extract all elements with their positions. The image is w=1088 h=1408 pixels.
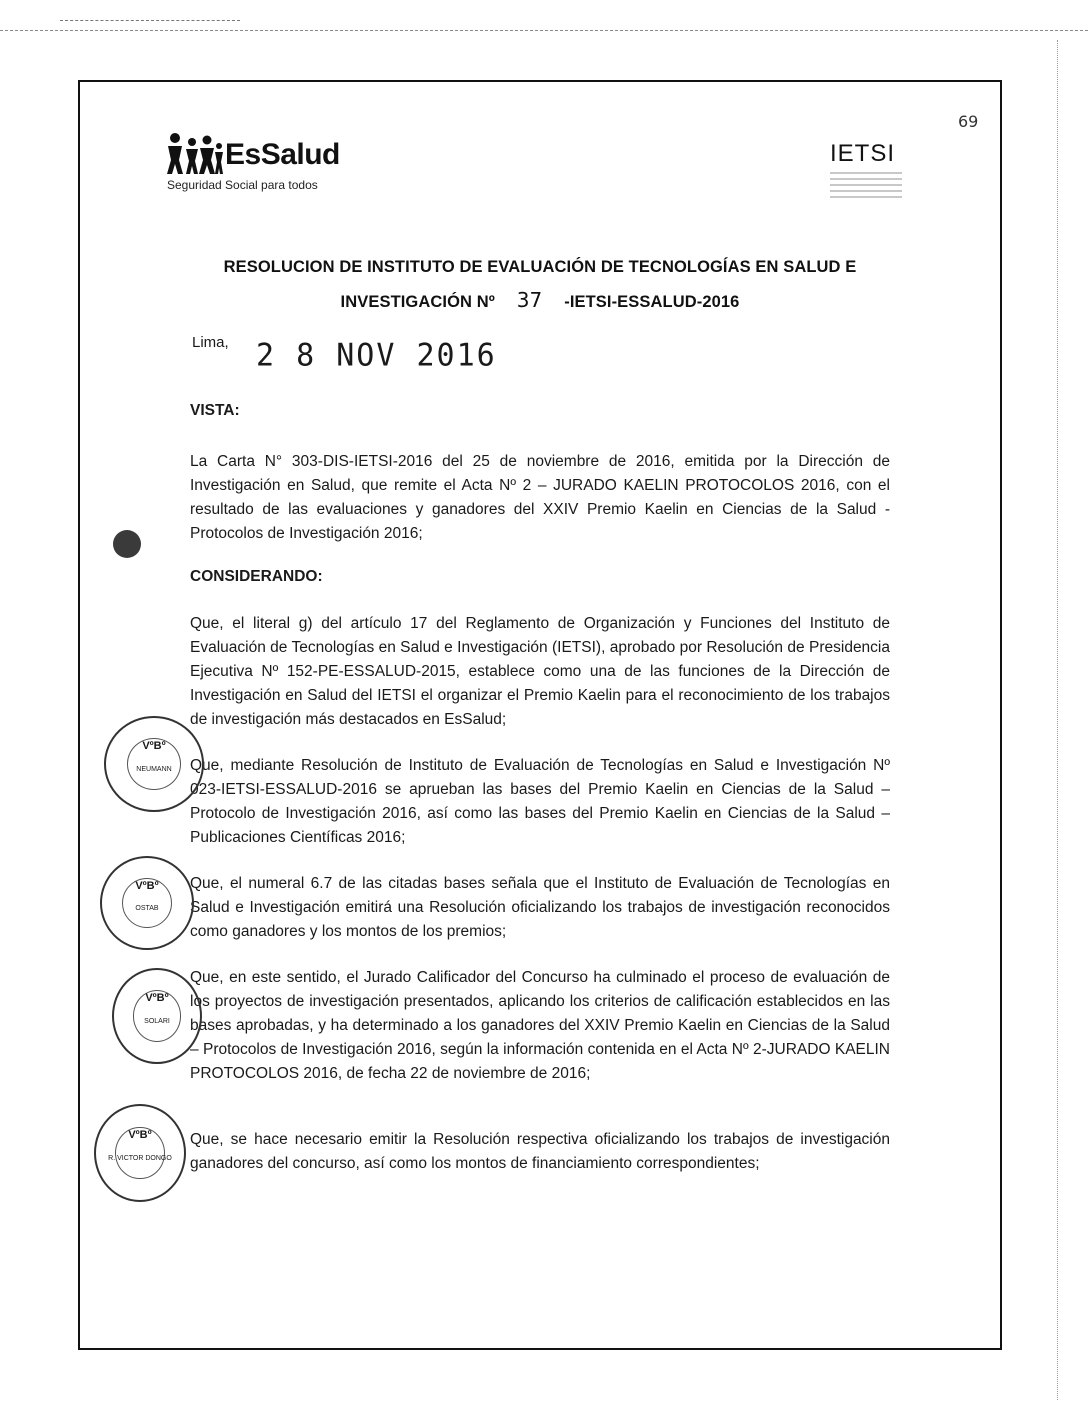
resolution-number: 37 [516,288,543,312]
considerando-paragraph-1: Que, el literal g) del artículo 17 del Reglamento de Organización y Funciones del Instituto de Evaluación de Tecnologías en Salud e Investigación (IETSI), aprobado por Resolución de Presidencia Ejecutiva Nº 152-PE-ESSALUD-2015, establece como una de las funciones de la Dirección de Investigación en Salud del IETSI el organizar el Premio Kaelin para el reconocimiento de los trabajos de investigación más destacados en EsSalud; [190,615,890,728]
resolution-title-line-2 [190,288,890,312]
place: Lima, [192,334,229,351]
ietsi-logo [830,140,920,198]
resolution-title-prefix: INVESTIGACIÓN Nº [340,293,495,311]
page-number: 69 [958,112,979,131]
scan-top-mark [60,20,240,21]
ietsi-acronym: IETSI [830,140,896,167]
date-stamp: 2 8 NOV 2016 [256,337,497,374]
resolution-title-line-1: RESOLUCION DE INSTITUTO DE EVALUACIÓN DE TECNOLOGÍAS EN SALUD E [223,258,857,276]
ietsi-subtitle-lines [830,172,920,198]
people-icon [165,130,225,175]
vista-heading: VISTA: [190,402,240,419]
considerando-paragraph-4: Que, en este sentido, el Jurado Calificador del Concurso ha culminado el proceso de evaluación de los proyectos de investigación presentados, aplicando los criterios de calificación establecidos en las bases aprobadas, y ha determinado a los ganadores del XXIV Premio Kaelin en Ciencias de la Salud – Protocolos de Investigación 2016, según la información contenida en el Acta Nº 2-JURADO KAELIN PROTOCOLOS 2016, de fecha 22 de noviembre de 2016; [190,969,890,1082]
logo-tagline: Seguridad Social para todos [167,178,318,192]
approval-stamp: VºBº OSTAB [100,856,194,950]
essalud-logo [165,130,405,200]
scan-top-edge [0,0,1088,31]
approval-stamp: VºBº R. VICTOR DONGO [94,1104,186,1202]
approval-stamp: VºBº NEUMANN [104,716,204,812]
logo-name: EsSalud [225,138,340,171]
resolution-title-suffix: -IETSI-ESSALUD-2016 [564,293,740,311]
considerando-heading: CONSIDERANDO: [190,568,323,585]
vista-paragraph: La Carta N° 303-DIS-IETSI-2016 del 25 de noviembre de 2016, emitida por la Dirección de Investigación en Salud, que remite el Acta Nº 2 – JURADO KAELIN PROTOCOLOS 2016, con el resultado de las evaluaciones y ganadores del XXIV Premio Kaelin en Ciencias de la Salud - Protocolos de Investigación 2016; [190,453,890,542]
punch-hole [113,530,141,558]
approval-stamp: VºBº SOLARI [112,968,202,1064]
considerando-paragraph-5: Que, se hace necesario emitir la Resolución respectiva oficializando los trabajos de investigación ganadores del concurso, así como los montos de financiamiento correspondientes; [190,1131,890,1172]
scan-right-edge [1057,40,1088,1400]
considerando-paragraph-3: Que, el numeral 6.7 de las citadas bases señala que el Instituto de Evaluación de Tecnologías en Salud e Investigación emitirá una Resolución oficializando los trabajos de investigación reconocidos como ganadores y los montos de los premios; [190,875,890,940]
considerando-paragraph-2: Que, mediante Resolución de Instituto de Evaluación de Tecnologías en Salud e Investigación Nº 023-IETSI-ESSALUD-2016 se aprueban las bases del Premio Kaelin en Ciencias de la Salud – Protocolo de Investigación 2016, así como las bases del Premio Kaelin en Ciencias de la Salud – Publicaciones Científicas 2016; [190,757,890,846]
